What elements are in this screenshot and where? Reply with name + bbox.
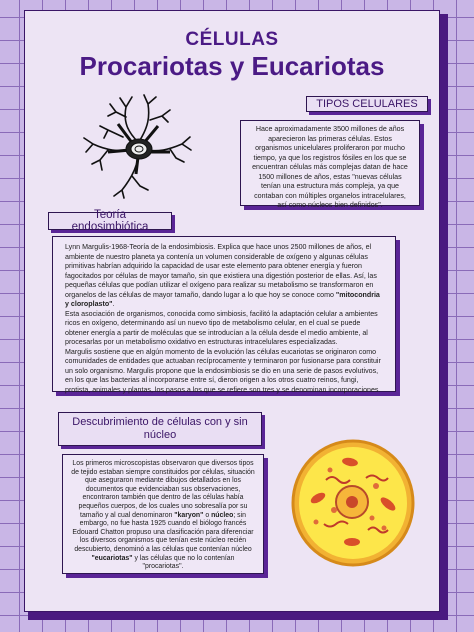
eucariotas-term: "eucariotas" xyxy=(91,554,133,562)
eukaryotic-cell-illustration xyxy=(288,438,418,568)
text-box-celulas-origen xyxy=(240,120,420,209)
title-large: Procariotas y Eucariotas xyxy=(79,51,385,81)
endosimbiosis-p2: Esta asociación de organismos, conocida como simbiosis, facilitó la adaptación celular a ambientes ricos en oxígeno, determinando así un nuevo tipo de metabolismo celular, en el cual se puede obtener energía a partir de moléculas que se introducían a la célula desde el medio ambiente, al procesarlas por un metabolismo oxidativo en estructuras intracelulares especializadas. xyxy=(65,309,378,346)
mitocondria-cloroplasto: "mitocondria y cloroplasto" xyxy=(65,290,380,308)
text-box-endosimbiosis xyxy=(52,236,396,392)
tag-descubrimiento: Descubrimiento de células con y sin núcleo xyxy=(58,412,262,446)
tag-tipos-celulares: TIPOS CELULARES xyxy=(306,96,428,112)
endosimbiosis-p3: Margulis sostiene que en algún momento de la evolución las células eucariotas se originaron como comunidades de entidades que actuaban recíprocamente y terminaron por fusionarse para constituir un solo organismo. Margulis propone que la endosimbiosis se dio en una serie de pasos evolutivos, en los que las bacterias al incorporarse entre sí, dieron origen a los otros cuatro reinos, fungi, protista, animales y plantas, los pasos a los que se refiere son tres y se denominan incorporaciones. xyxy=(65,347,381,394)
origen-text: Hace aproximadamente 3500 millones de años aparecieron las primeras células. Estos organismos unicelulares proliferaron por mucho tiempo, ya que los registros fósiles en los que se encuentran células más complejas datan de hace 1500 millones de años, estas "nuevas células tenían una estructura más compleja, ya que contaban con múltiples organelos intracelulares, así como núcleos bien definidos". xyxy=(252,125,408,209)
endosimbiosis-p1: Lynn Margulis-1968-Teoría de la endosimbiosis. Explica que hace unos 2500 millones de años, el ambiente de nuestro planeta ya contenía un volumen considerable de oxígeno y algunas células primitivas habrían adquirido la capacidad de usar este elemento para obtener energía y fueron fagocitados por células de mayor tamaño, sin que existiera una digestión posterior de ellas. Así, las pequeñas células que podían utilizar el oxígeno para realizar su metabolismo se transformaron en organelos de las células de mayor tamaño, dando lugar a lo que hoy se conoce como "mitocondria y cloroplasto". xyxy=(65,243,380,308)
title-small: CÉLULAS xyxy=(185,29,279,50)
text-box-descubrimiento: Los primeros microscopistas observaron que diversos tipos de tejido estaban siempre constituidos por células, situación que aseguraron mediante dibujos detallados en los documentos que evidenciaban sus observaciones, encontraron también que dentro de las células había pequeños cuerpos, de los cuales uno sobresalía por su tamaño y al cual denominaron "karyon" o núcleo; sin embargo, no fue hasta 1925 cuando el biólogo francés Edouard Chatton propuso una clasificación para diferenciar los diversos organismos que tenían este núcleo recién descubierto, denominó a las células que contenían núcleo "eucariotas" y las células que no lo contenían "procariotas". xyxy=(62,454,264,574)
tag-teoria-endosimbiotica: Teoría endosimbiótica xyxy=(48,212,172,230)
nucleo-term: núcleo xyxy=(211,511,234,519)
neuron-illustration xyxy=(78,92,198,202)
karyon-term: "karyon" xyxy=(174,511,204,519)
